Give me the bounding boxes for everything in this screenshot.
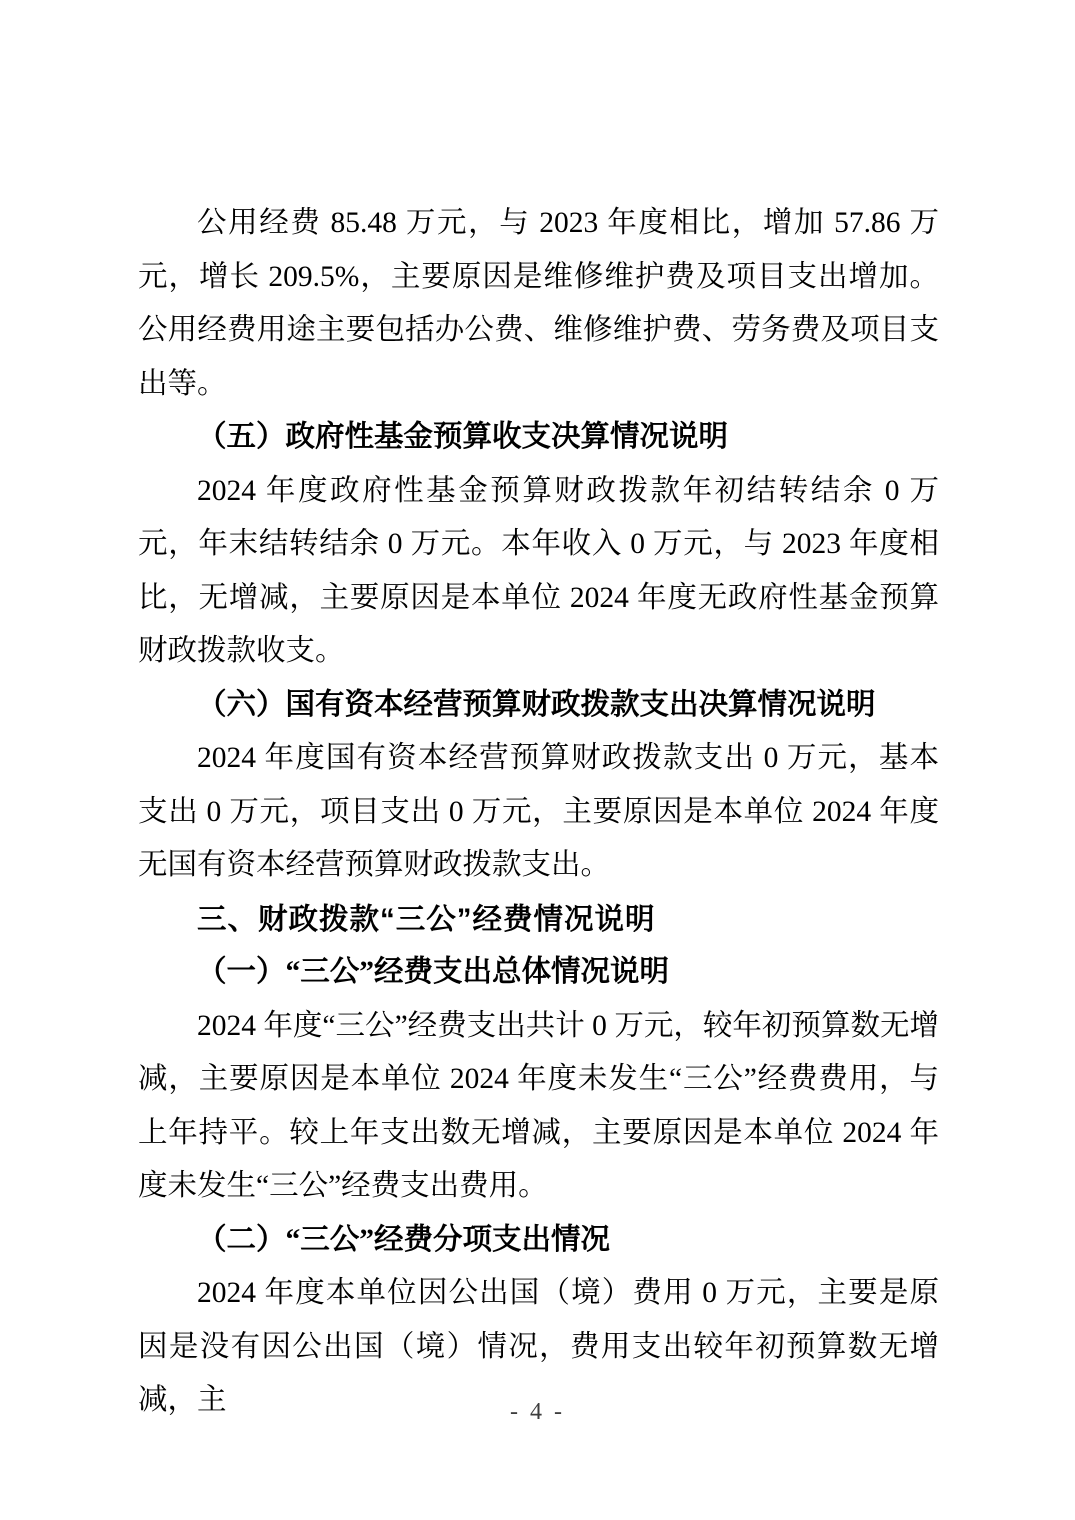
page-footer <box>0 1396 1075 1428</box>
heading-section-1-three-public-overall: （一）“三公”经费支出总体情况说明 <box>197 956 670 988</box>
heading-section-2-three-public-itemized: （二）“三公”经费分项支出情况 <box>197 1223 611 1256</box>
page-number: - 4 - <box>510 1399 565 1425</box>
paragraph-three-public-overall: 2024 年度“三公”经费支出共计 0 万元，较年初预算数无增减，主要原因是本单位 2024 年度未发生“三公”经费费用，与上年持平。较上年支出数无增减，主要原因是本单位 2024 年度未发生“三公”经费支出费用。 <box>138 1009 939 1202</box>
heading-chapter-3-three-public-expenses: 三、财政拨款“三公”经费情况说明 <box>197 902 656 936</box>
document-body <box>138 197 939 1428</box>
paragraph-government-fund-budget: 2024 年度政府性基金预算财政拨款年初结转结余 0 万元，年末结转结余 0 万元。本年收入 0 万元，与 2023 年度相比，无增减，主要原因是本单位 2024 年度无政府性基金预算财政拨款收支。 <box>138 474 939 667</box>
heading-section-6-state-capital-budget: （六）国有资本经营预算财政拨款支出决算情况说明 <box>197 688 876 721</box>
paragraph-three-public-itemized: 2024 年度本单位因公出国（境）费用 0 万元，主要是原因是没有因公出国（境）情况，费用支出较年初预算数无增减，主 <box>138 1277 939 1416</box>
paragraph-state-capital-budget: 2024 年度国有资本经营预算财政拨款支出 0 万元，基本支出 0 万元，项目支出 0 万元，主要原因是本单位 2024 年度无国有资本经营预算财政拨款支出。 <box>138 742 939 881</box>
heading-section-5-government-fund-budget: （五）政府性基金预算收支决算情况说明 <box>197 421 729 453</box>
paragraph-public-expense: 公用经费 85.48 万元，与 2023 年度相比，增加 57.86 万元，增长 209.5%，主要原因是维修维护费及项目支出增加。公用经费用途主要包括办公费、维修维护费、劳务费及项目支出等。 <box>138 207 939 400</box>
